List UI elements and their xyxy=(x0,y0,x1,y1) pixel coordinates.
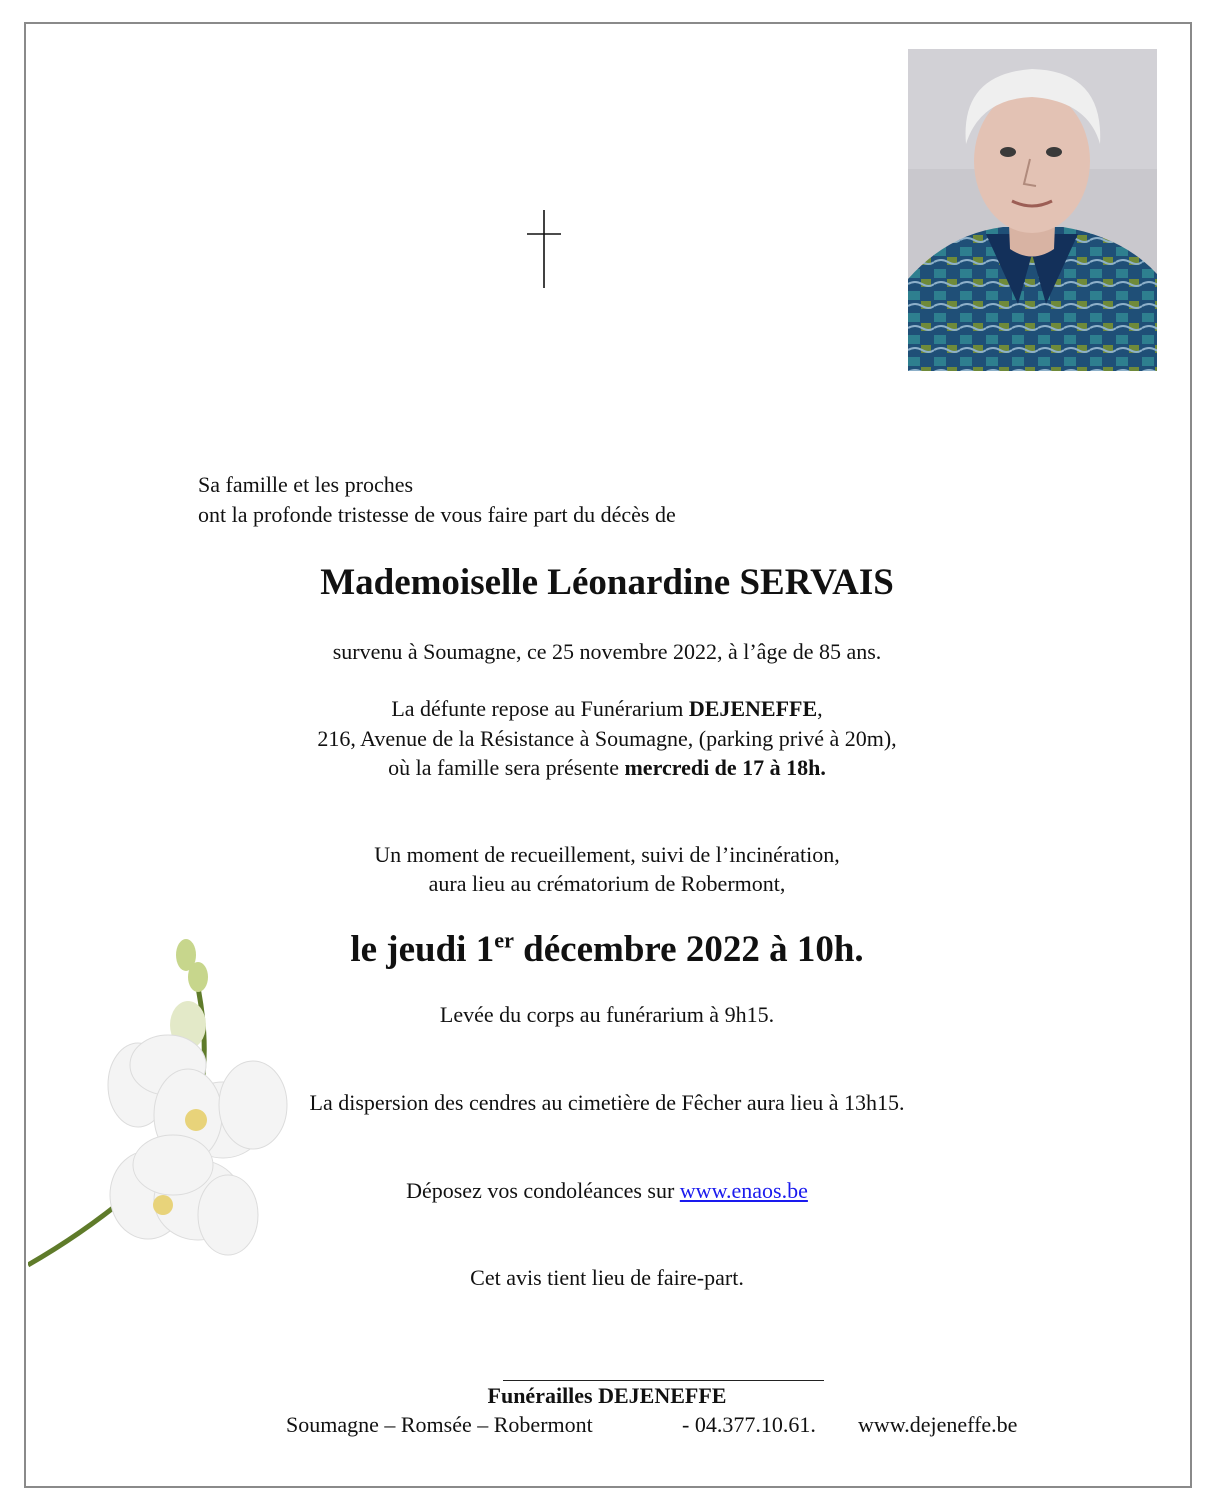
ceremony-date xyxy=(0,928,1214,972)
footer-locations: Soumagne – Romsée – Robermont xyxy=(286,1412,593,1437)
repose-line-1-suffix: , xyxy=(817,696,823,721)
ceremony-line-1: Un moment de recueillement, suivi de l’incinération, xyxy=(374,842,840,867)
condolences-link[interactable]: www.enaos.be xyxy=(679,1178,808,1203)
death-info: survenu à Soumagne, ce 25 novembre 2022, à l’âge de 85 ans. xyxy=(332,639,882,664)
footer-company: Funérailles DEJENEFFE xyxy=(487,1383,727,1408)
levee-text: Levée du corps au funérarium à 9h15. xyxy=(439,1002,775,1027)
condolences-prefix: Déposez vos condoléances sur xyxy=(406,1178,680,1203)
deceased-name: Mademoiselle Léonardine SERVAIS xyxy=(320,562,894,603)
intro-line-1: Sa famille et les proches xyxy=(198,472,414,497)
cross-icon xyxy=(527,210,561,288)
footer-website[interactable]: www.dejeneffe.be xyxy=(858,1412,1018,1437)
portrait-photo xyxy=(908,49,1157,371)
funerarium-name: DEJENEFFE xyxy=(688,696,818,721)
ceremony-date-prefix: le jeudi 1 xyxy=(350,929,495,970)
repose-line-1-prefix: La défunte repose au Funérarium xyxy=(391,696,689,721)
visitation-time: mercredi de 17 à 18h. xyxy=(624,755,826,780)
ceremony-date-sup: er xyxy=(494,927,514,953)
condolences-text xyxy=(0,1176,1214,1206)
repose-line-2: 216, Avenue de la Résistance à Soumagne, (parking privé à 20m), xyxy=(317,726,897,751)
notice-text: Cet avis tient lieu de faire-part. xyxy=(470,1265,744,1290)
ceremony-date-suffix: décembre 2022 à 10h. xyxy=(513,929,864,970)
repose-line-3 xyxy=(0,753,1214,783)
dispersion-text: La dispersion des cendres au cimetière de Fêcher aura lieu à 13h15. xyxy=(309,1090,905,1115)
repose-line-3-prefix: où la famille sera présente xyxy=(388,755,625,780)
ceremony-line-2: aura lieu au crématorium de Robermont, xyxy=(428,871,786,896)
intro-line-2: ont la profonde tristesse de vous faire part du décès de xyxy=(198,502,676,527)
footer-phone: - 04.377.10.61. xyxy=(682,1412,816,1437)
repose-line-1 xyxy=(0,694,1214,724)
